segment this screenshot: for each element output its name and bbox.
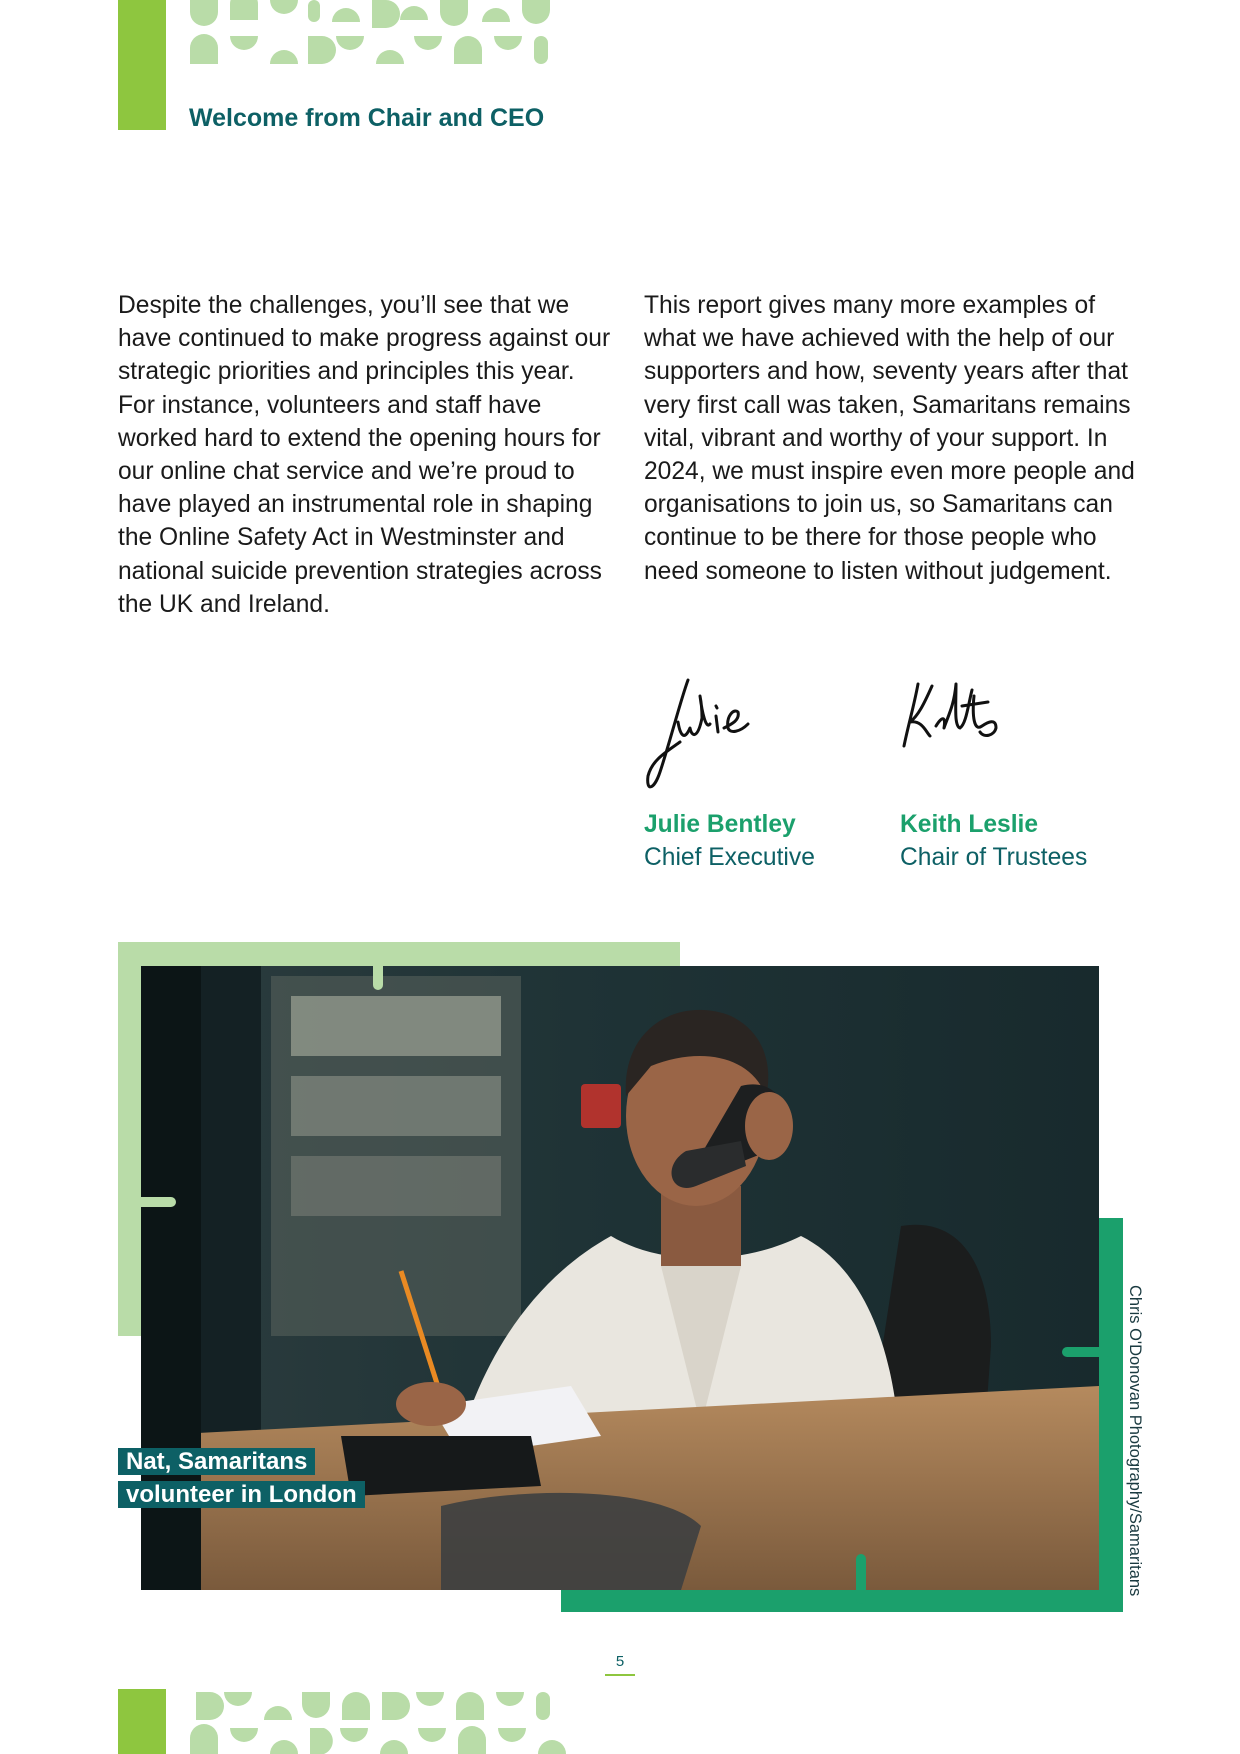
frame-tick-bottom [856, 1554, 866, 1604]
frame-tick-top [373, 944, 383, 990]
signatory-role: Chair of Trustees [900, 844, 1088, 871]
signatory-role: Chief Executive [644, 844, 815, 871]
frame-tick-right [1062, 1347, 1112, 1357]
bottom-accent-bar [118, 1689, 166, 1754]
caption-line-1: Nat, Samaritans [118, 1448, 315, 1475]
photo-credit: Chris O'Donovan Photography/Samaritans [1126, 1285, 1144, 1597]
page-number: 5 [605, 1653, 635, 1676]
photo-caption [118, 1445, 365, 1511]
frame-tick-left [126, 1197, 176, 1207]
section-title: Welcome from Chair and CEO [189, 104, 545, 132]
signature-keith [896, 676, 1006, 756]
signatory-name: Keith Leslie [900, 811, 1039, 838]
bottom-pattern-icon [190, 1688, 570, 1754]
signatory-name: Julie Bentley [644, 811, 796, 838]
body-text-left: Despite the challenges, you’ll see that we have continued to make progress against our strategic priorities and principles this year. For instance, volunteers and staff have worked hard to extend the opening hours for our online chat service and we’re proud to have played an instrumental role in shaping the Online Safety Act in Westminster and national suicide prevention strategies across the UK and Ireland. [118, 292, 611, 618]
top-accent-bar [118, 0, 166, 130]
body-text-right: This report gives many more examples of what we have achieved with the help of our supporters and how, seventy years after that very first call was taken, Samaritans remains vital, vibrant and worthy of your support. In 2024, we must inspire even more people and organisations to join us, so Samaritans can continue to be there for those people who need someone to listen without judgement. [644, 292, 1135, 585]
caption-line-2: volunteer in London [118, 1481, 365, 1508]
signature-julie [640, 672, 760, 797]
signatory-julie [644, 808, 815, 874]
signatory-keith [900, 808, 1087, 874]
top-pattern-icon [190, 0, 570, 68]
